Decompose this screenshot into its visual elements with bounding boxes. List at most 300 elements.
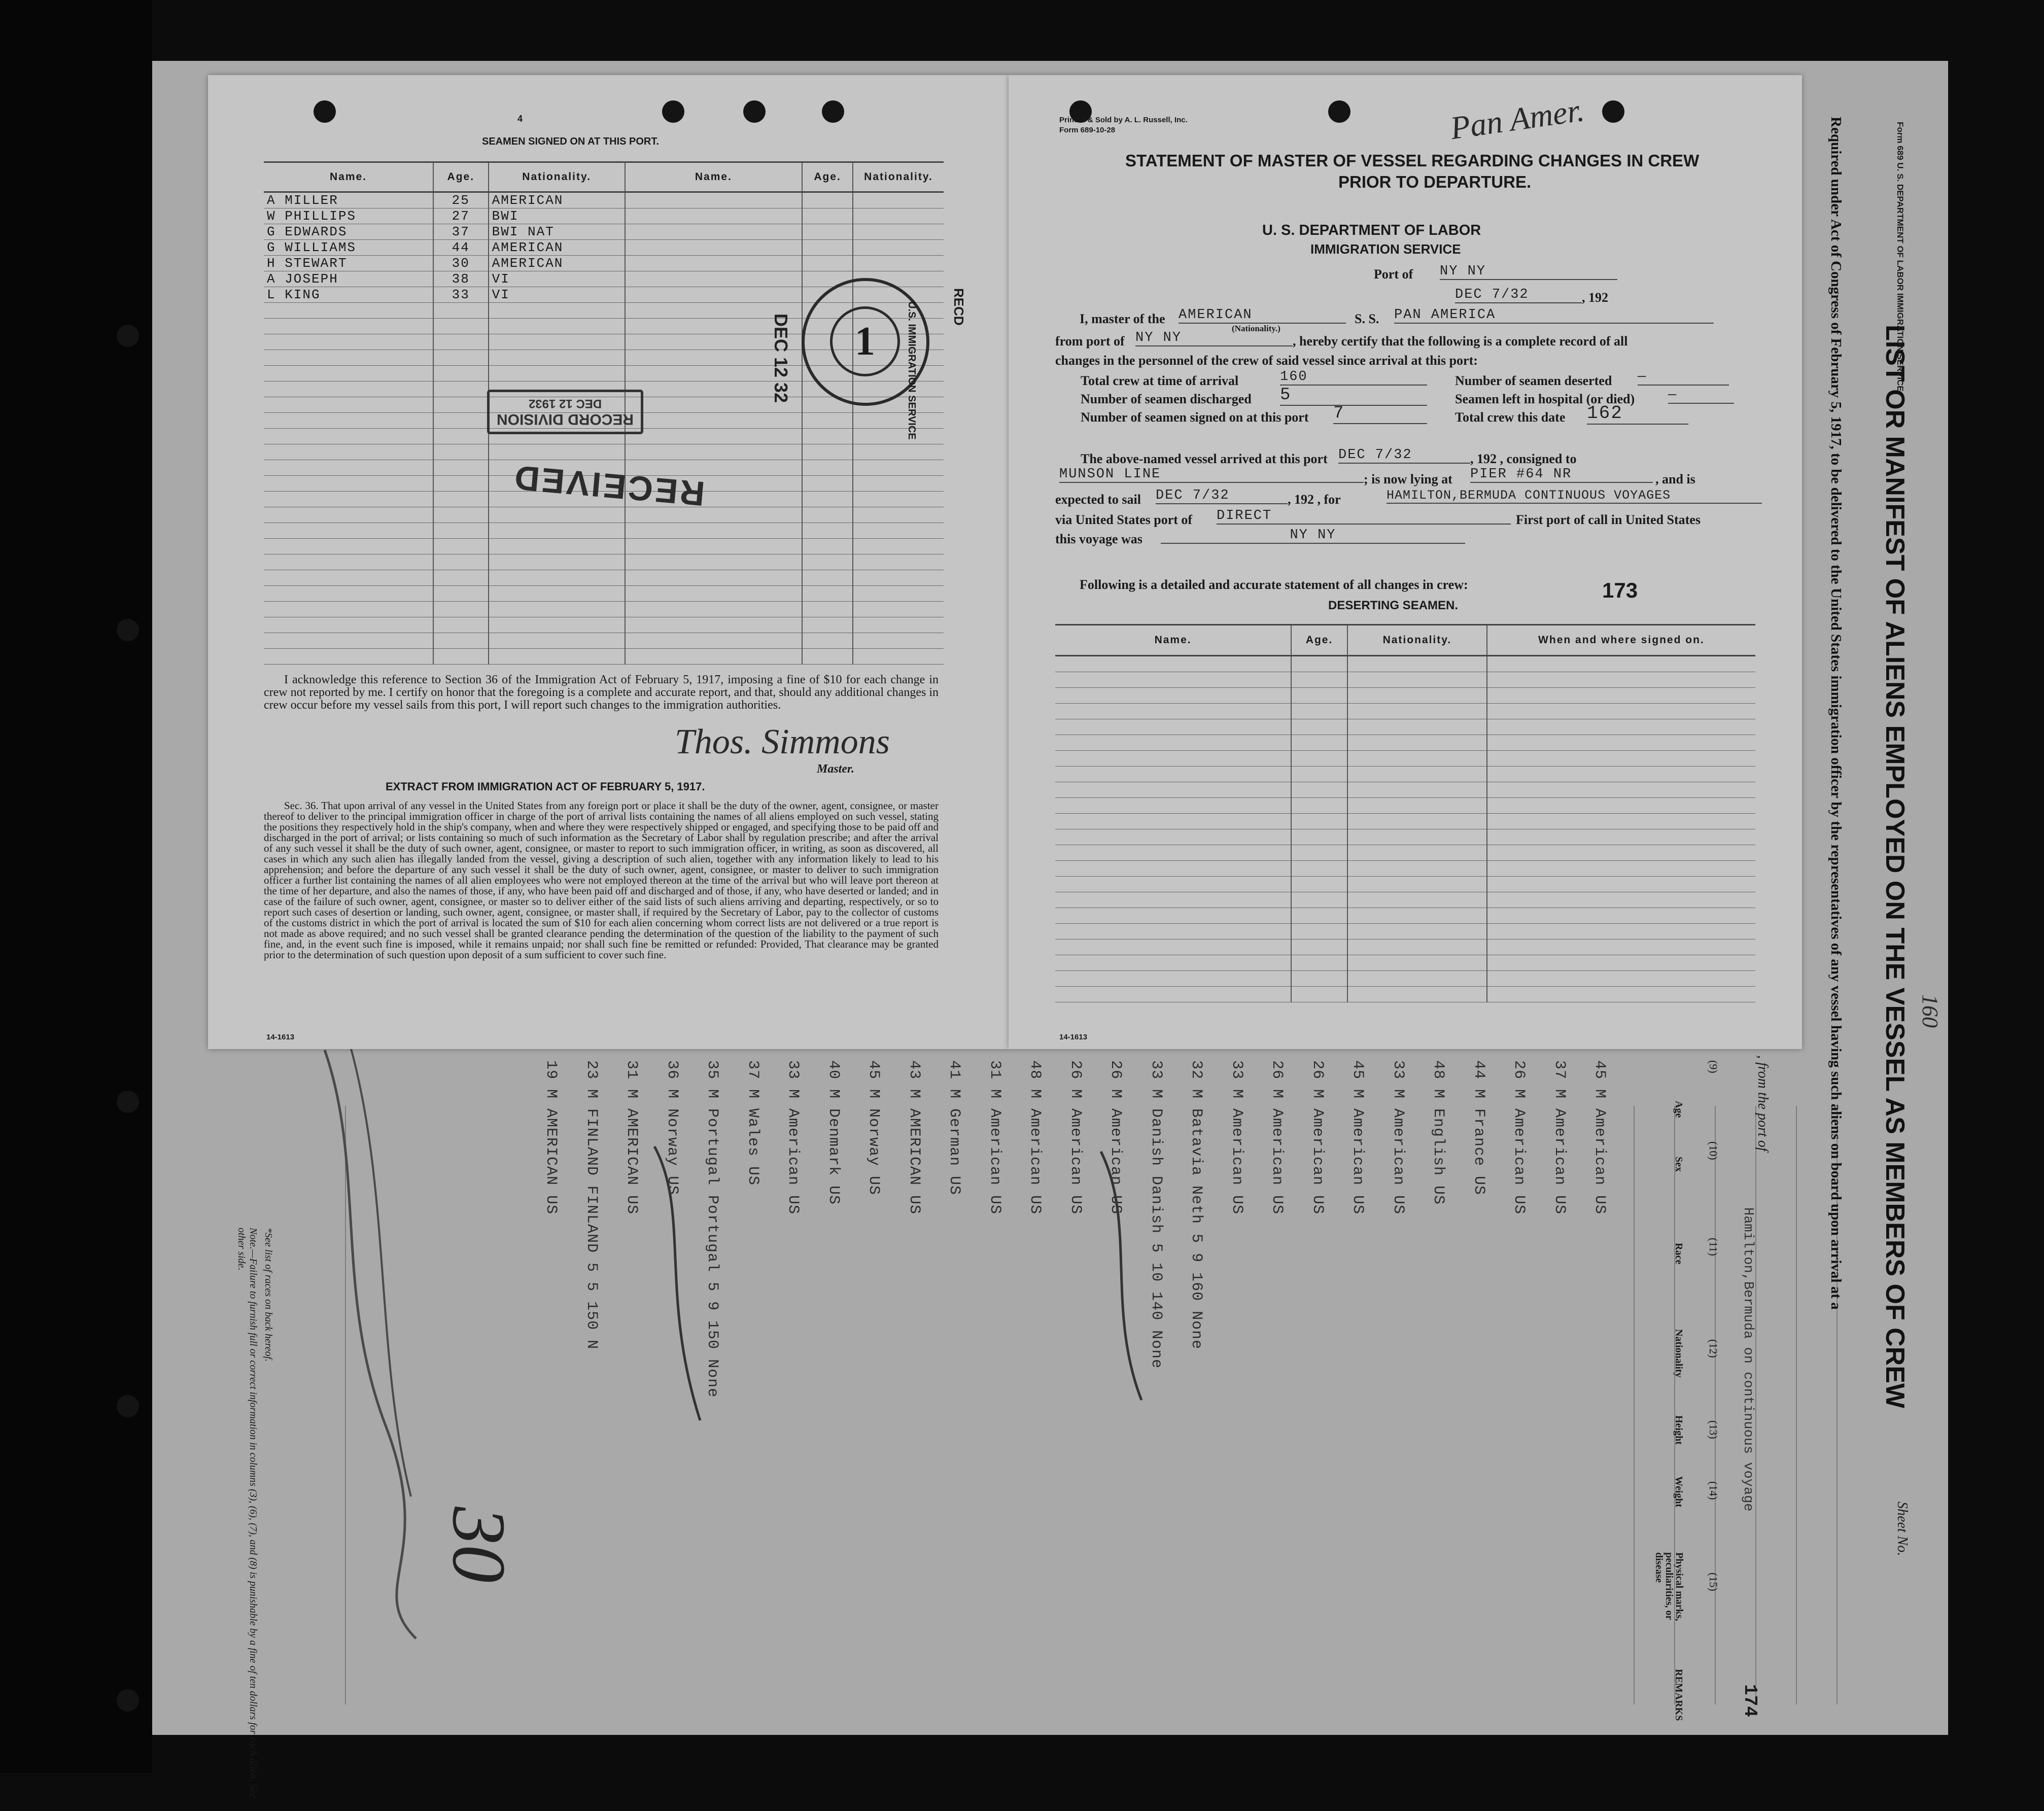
acknowledgement-text: I acknowledge this reference to Section 36 of the Immigration Act of February 5, 1917, imposing a fine of $10 for each change in crew not reported by me. I certify on honor that the foregoing is a complete and accurate report, and that, should any additional changes in crew occur before my vessel sails from this port, I will report such changes to the immigration authorities. <box>264 673 939 712</box>
first-port-label: First port of call in United States <box>1516 512 1701 527</box>
deserted-label: Number of seamen deserted <box>1455 373 1612 388</box>
signed-on-age: 25 <box>433 192 489 208</box>
column-header: Age. <box>1291 625 1347 656</box>
manifest-entry: 45 M Norway US <box>865 1060 882 1196</box>
certify-text: , hereby certify that the following is a complete record of all <box>1293 334 1628 349</box>
empty-cell <box>802 224 853 240</box>
binding-hole <box>117 1395 139 1417</box>
empty-cell <box>1347 987 1487 1002</box>
empty-cell <box>264 397 433 413</box>
empty-cell <box>1487 924 1755 939</box>
signed-on-age: 27 <box>433 208 489 224</box>
signed-on-age: 37 <box>433 224 489 240</box>
manifest-entry: 40 M Denmark US <box>824 1060 842 1205</box>
empty-cell <box>853 554 944 570</box>
table-row <box>1055 892 1755 908</box>
empty-cell <box>433 554 489 570</box>
empty-cell <box>1291 955 1347 971</box>
right-form-number: 14-1613 <box>1059 1033 1088 1041</box>
empty-cell <box>433 460 489 476</box>
empty-cell <box>802 413 853 429</box>
nationality-value: AMERICAN <box>1179 307 1346 324</box>
total-arrival-label: Total crew at time of arrival <box>1081 373 1239 388</box>
and-is-label: , and is <box>1655 472 1695 486</box>
signed-on-nationality: VI <box>489 271 625 287</box>
extract-text: Sec. 36. That upon arrival of any vessel in the United States from any foreign port or place it shall be the duty of the owner, agent, consignee, or master thereof to deliver to the principal immigration officer in charge of the port of arrival lists containing the names of all aliens employed on such vessel, stating the positions they respectively hold in the ship's company, when and where they were respectively shipped or engaged, and specifying those to be paid off and discharged in the port of arrival; or lists containing so much of such information as the Secretary of Labor shall by regulation prescribe; and after the arrival of any such vessel it shall be the duty of such owner, agent, consignee, or master to report to such immigration officer, in writing, as soon as discovered, all cases in which any such alien has illegally landed from the vessel, giving a description of such alien, together with any information likely to lead to his apprehension; and before the departure of any such vessel it shall be the duty of such owner, agent, consignee, or master to deliver to such immigration officer a further list containing the names of all alien employees who were not employed thereon at the time of the arrival but who will leave port thereon at the time of her departure, and also the names of those, if any, who have been paid off and discharged and of those, if any, who have deserted or landed; and in case of the failure of such owner, agent, consignee, or master so to deliver either of the said lists of such aliens arriving and departing, respectively, or so to report such cases of desertion or landing, such owner, agent, consignee, or master shall, if required by the Secretary of Labor, pay to the collector of customs of the customs district in which the port of arrival is located the sum of $10 for each alien concerning whom correct lists are not delivered or a true report is not made as above required; and no such vessel shall be granted clearance pending the determination of the question of the liability to the payment of such fine, and, in the event such fine is imposed, while it remains unpaid; nor shall such fine be remitted or refunded: Provided, That clearance may be granted prior to the determination of such question upon deposit of a sum sufficient to cover such fine. <box>264 799 939 961</box>
handwritten-30: 30 <box>437 1507 521 1583</box>
empty-cell <box>1291 782 1347 798</box>
empty-cell <box>625 224 803 240</box>
empty-cell <box>433 570 489 586</box>
empty-cell <box>1055 987 1291 1002</box>
table-row <box>264 617 944 633</box>
empty-cell <box>264 507 433 523</box>
empty-cell <box>1055 845 1291 861</box>
signed-on-name: W PHILLIPS <box>264 208 433 224</box>
statement-sheet <box>1009 75 1802 1049</box>
empty-cell <box>625 523 803 539</box>
empty-cell <box>625 539 803 554</box>
empty-cell <box>264 492 433 507</box>
changes-text: changes in the personnel of the crew of said vessel since arrival at this port: <box>1055 353 1478 368</box>
discharged-value: 5 <box>1280 386 1427 406</box>
table-row <box>1055 798 1755 814</box>
empty-cell <box>1055 782 1291 798</box>
manifest-entry: 36 M Norway US <box>663 1060 681 1196</box>
punch-hole <box>314 100 336 123</box>
hospital-label: Seamen left in hospital (or died) <box>1455 392 1635 406</box>
ss-label: S. S. <box>1355 311 1379 326</box>
table-row <box>1055 861 1755 877</box>
total-date-value: 162 <box>1587 403 1688 425</box>
empty-cell <box>1347 955 1487 971</box>
manifest-entry: 26 M American US <box>1107 1060 1124 1215</box>
empty-cell <box>1487 656 1755 672</box>
empty-cell <box>433 319 489 334</box>
column-number: (9) <box>1707 1060 1720 1073</box>
empty-cell <box>802 429 853 444</box>
empty-cell <box>489 539 625 554</box>
statement-title-1: STATEMENT OF MASTER OF VESSEL REGARDING CHANGES IN CREW <box>1125 151 1700 170</box>
table-row <box>1055 672 1755 688</box>
empty-cell <box>433 366 489 381</box>
column-header: Name. <box>1055 625 1291 656</box>
empty-cell <box>802 523 853 539</box>
table-row <box>264 539 944 554</box>
empty-cell <box>1055 892 1291 908</box>
manifest-entry: 32 M Batavia Neth 5 9 160 None <box>1188 1060 1205 1350</box>
manifest-entry: 48 M English US <box>1430 1060 1447 1205</box>
empty-cell <box>1347 829 1487 845</box>
empty-cell <box>433 633 489 649</box>
empty-cell <box>264 633 433 649</box>
empty-cell <box>1487 892 1755 908</box>
empty-cell <box>802 586 853 602</box>
empty-cell <box>802 256 853 271</box>
empty-cell <box>1291 719 1347 735</box>
statement-title-2: PRIOR TO DEPARTURE. <box>1338 172 1532 191</box>
empty-cell <box>1487 672 1755 688</box>
empty-cell <box>802 476 853 492</box>
consigned-label: , 192 , consigned to <box>1470 451 1577 466</box>
ship-value: PAN AMERICA <box>1394 307 1714 324</box>
column-header: Nationality. <box>853 162 944 192</box>
empty-cell <box>1055 735 1291 751</box>
manifest-form-header <box>1895 122 1905 223</box>
manifest-entry: 26 M American US <box>1066 1060 1084 1215</box>
empty-cell <box>1487 704 1755 719</box>
empty-cell <box>433 586 489 602</box>
empty-cell <box>433 381 489 397</box>
empty-cell <box>264 602 433 617</box>
manifest-sheet-number: 174 <box>1740 1684 1760 1717</box>
empty-cell <box>1291 829 1347 845</box>
empty-cell <box>264 586 433 602</box>
empty-cell <box>1487 814 1755 829</box>
empty-cell <box>1055 751 1291 767</box>
table-row <box>1055 987 1755 1002</box>
empty-cell <box>1055 704 1291 719</box>
empty-cell <box>433 350 489 366</box>
empty-cell <box>489 523 625 539</box>
empty-cell <box>625 649 803 665</box>
empty-cell <box>489 586 625 602</box>
table-row <box>1055 704 1755 719</box>
consignee-value: MUNSON LINE <box>1059 467 1364 483</box>
empty-cell <box>1347 688 1487 704</box>
empty-cell <box>1487 829 1755 845</box>
table-row <box>1055 688 1755 704</box>
empty-cell <box>1347 845 1487 861</box>
empty-cell <box>1347 798 1487 814</box>
column-header: Age. <box>433 162 489 192</box>
empty-cell <box>802 602 853 617</box>
empty-cell <box>1347 672 1487 688</box>
empty-cell <box>625 240 803 256</box>
empty-cell <box>1347 971 1487 987</box>
table-row <box>264 570 944 586</box>
extract-title: EXTRACT FROM IMMIGRATION ACT OF FEBRUARY 5, 1917. <box>386 780 705 793</box>
punch-hole <box>662 100 684 123</box>
signed-on-name: A MILLER <box>264 192 433 208</box>
lying-label: ; is now lying at <box>1364 472 1452 486</box>
empty-cell <box>1487 908 1755 924</box>
column-header: When and where signed on. <box>1487 625 1755 656</box>
empty-cell <box>264 460 433 476</box>
column-number: (12) <box>1707 1339 1720 1358</box>
manifest-required-text: Required under Act of Congress of February 5, 1917, to be delivered to the United States immigration officer by the representatives of any vessel having such aliens on board upon arrival at a <box>1828 117 1844 1310</box>
empty-cell <box>1055 798 1291 814</box>
immigration-round-stamp: 1 U.S. IMMIGRATION SERVICE <box>802 278 929 406</box>
empty-cell <box>802 554 853 570</box>
empty-cell <box>433 617 489 633</box>
binding-hole <box>117 1689 139 1712</box>
empty-cell <box>625 429 803 444</box>
table-row <box>1055 814 1755 829</box>
column-header: Name. <box>264 162 433 192</box>
table-row <box>264 507 944 523</box>
manifest-entry: 41 M German US <box>946 1060 963 1196</box>
empty-cell <box>853 492 944 507</box>
empty-cell <box>264 429 433 444</box>
empty-cell <box>802 570 853 586</box>
signed-on-nationality: AMERICAN <box>489 256 625 271</box>
nationality-caption: (Nationality.) <box>1232 324 1280 333</box>
pencil-scribble-portugal <box>644 1141 710 1425</box>
manifest-footnote-2: Note.—Failure to furnish full or correct information in columns (3), (6), (7), and (8) is punishable by a fine of ten dollars for each alien. See other side. <box>236 1228 259 1798</box>
pencil-scribble-danish <box>1086 1146 1152 1410</box>
empty-cell <box>1291 987 1347 1002</box>
empty-cell <box>1347 767 1487 782</box>
empty-cell <box>802 617 853 633</box>
printer-line-1: Printed & Sold by A. L. Russell, Inc. <box>1059 116 1188 124</box>
from-port-value: NY NY <box>1135 330 1293 346</box>
manifest-entry: 31 M American US <box>986 1060 1003 1215</box>
hospital-value: — <box>1668 388 1734 404</box>
empty-cell <box>853 240 944 256</box>
manifest-entry: 23 M FINLAND FINLAND 5 5 150 N <box>582 1060 600 1350</box>
empty-cell <box>1055 829 1291 845</box>
deserted-value: — <box>1638 369 1729 386</box>
left-form-number: 14-1613 <box>266 1033 295 1041</box>
empty-cell <box>264 381 433 397</box>
empty-cell <box>853 586 944 602</box>
punch-hole <box>743 100 766 123</box>
column-header: Age. <box>802 162 853 192</box>
empty-cell <box>625 287 803 303</box>
empty-cell <box>1347 877 1487 892</box>
signed-on-name: G WILLIAMS <box>264 240 433 256</box>
empty-cell <box>264 617 433 633</box>
empty-cell <box>264 334 433 350</box>
empty-cell <box>802 633 853 649</box>
received-stamp: RECEIVED <box>511 458 707 513</box>
column-label: Age <box>1673 1101 1684 1118</box>
table-row <box>1055 751 1755 767</box>
manifest-entry: 43 M AMERICAN US <box>905 1060 923 1215</box>
empty-cell <box>1347 656 1487 672</box>
empty-cell <box>489 319 625 334</box>
empty-cell <box>853 224 944 240</box>
signed-on-age: 30 <box>433 256 489 271</box>
table-row <box>264 649 944 665</box>
empty-cell <box>489 507 625 523</box>
empty-cell <box>853 460 944 476</box>
manifest-sheet-label: Sheet No. <box>1894 1502 1910 1556</box>
column-number: (13) <box>1707 1420 1720 1439</box>
signed-on-nationality: BWI <box>489 208 625 224</box>
empty-cell <box>433 397 489 413</box>
column-label: Weight <box>1673 1476 1684 1508</box>
signed-on-name: H STEWART <box>264 256 433 271</box>
dec-date-stamp: DEC 12 32 <box>771 314 791 403</box>
column-label: Race <box>1673 1243 1684 1265</box>
empty-cell <box>853 208 944 224</box>
empty-cell <box>264 554 433 570</box>
manifest-entry: 33 M American US <box>1228 1060 1245 1215</box>
empty-cell <box>433 476 489 492</box>
empty-cell <box>625 554 803 570</box>
empty-cell <box>802 649 853 665</box>
empty-cell <box>853 444 944 460</box>
column-number: (11) <box>1707 1238 1720 1256</box>
empty-cell <box>1347 939 1487 955</box>
empty-cell <box>1487 877 1755 892</box>
empty-cell <box>625 507 803 523</box>
empty-cell <box>489 570 625 586</box>
signed-on-header-row <box>264 162 944 192</box>
empty-cell <box>1055 656 1291 672</box>
empty-cell <box>433 649 489 665</box>
arrived-label: The above-named vessel arrived at this port <box>1081 451 1328 466</box>
empty-cell <box>433 334 489 350</box>
empty-cell <box>802 507 853 523</box>
lying-value: PIER #64 NR <box>1470 467 1653 483</box>
empty-cell <box>264 319 433 334</box>
table-row <box>264 192 944 208</box>
empty-cell <box>489 366 625 381</box>
master-signature: Thos. Simmons <box>675 722 890 761</box>
signed-on-age: 33 <box>433 287 489 303</box>
empty-cell <box>489 334 625 350</box>
empty-cell <box>1487 861 1755 877</box>
recd-mark: RECD <box>951 288 966 326</box>
empty-cell <box>1291 892 1347 908</box>
manifest-entry: 35 M Portugal Portugal 5 9 150 None <box>704 1060 721 1398</box>
empty-cell <box>802 460 853 476</box>
empty-cell <box>1055 672 1291 688</box>
empty-cell <box>1487 955 1755 971</box>
table-row <box>1055 782 1755 798</box>
for-value: HAMILTON,BERMUDA CONTINUOUS VOYAGES <box>1387 488 1762 504</box>
empty-cell <box>264 303 433 319</box>
empty-cell <box>264 523 433 539</box>
table-row <box>264 224 944 240</box>
empty-cell <box>853 602 944 617</box>
empty-cell <box>1055 955 1291 971</box>
empty-cell <box>853 523 944 539</box>
table-row <box>264 586 944 602</box>
table-row <box>1055 939 1755 955</box>
empty-cell <box>1487 798 1755 814</box>
empty-cell <box>625 617 803 633</box>
table-row <box>1055 735 1755 751</box>
empty-cell <box>489 617 625 633</box>
empty-cell <box>1487 782 1755 798</box>
empty-cell <box>802 492 853 507</box>
empty-cell <box>1291 751 1347 767</box>
port-value: NY NY <box>1440 264 1617 280</box>
empty-cell <box>802 444 853 460</box>
empty-cell <box>1055 814 1291 829</box>
column-label: REMARKS <box>1673 1669 1684 1721</box>
empty-cell <box>802 208 853 224</box>
manifest-heading: LIST OR MANIFEST OF ALIENS EMPLOYED ON THE VESSEL AS MEMBERS OF CREW <box>1880 325 1910 1408</box>
deserting-table <box>1055 624 1755 1002</box>
signed-on-sheet <box>208 75 1009 1049</box>
manifest-entry: 48 M American US <box>1026 1060 1044 1215</box>
master-label: Master. <box>817 762 855 776</box>
manifest-entry: 45 M American US <box>1349 1060 1366 1215</box>
expected-value: DEC 7/32 <box>1156 488 1288 504</box>
table-row <box>264 602 944 617</box>
table-row <box>264 444 944 460</box>
empty-cell <box>625 208 803 224</box>
column-number: (14) <box>1707 1481 1720 1500</box>
empty-cell <box>433 492 489 507</box>
manifest-entry: 37 M American US <box>1550 1060 1568 1215</box>
table-row <box>264 554 944 570</box>
empty-cell <box>264 570 433 586</box>
column-label: Nationality <box>1673 1329 1684 1378</box>
column-header: Name. <box>625 162 803 192</box>
deserting-title: DESERTING SEAMEN. <box>1328 599 1459 612</box>
table-row <box>1055 955 1755 971</box>
empty-cell <box>1487 767 1755 782</box>
column-number: (10) <box>1707 1141 1720 1160</box>
empty-cell <box>1291 845 1347 861</box>
table-row <box>1055 845 1755 861</box>
empty-cell <box>489 649 625 665</box>
signed-on-age: 44 <box>433 240 489 256</box>
table-row <box>1055 908 1755 924</box>
empty-cell <box>1347 735 1487 751</box>
empty-cell <box>802 240 853 256</box>
empty-cell <box>1347 861 1487 877</box>
stamped-number-173: 173 <box>1602 578 1638 602</box>
empty-cell <box>625 602 803 617</box>
empty-cell <box>1291 814 1347 829</box>
empty-cell <box>1291 971 1347 987</box>
table-row <box>1055 767 1755 782</box>
manifest-entry: 33 M American US <box>784 1060 802 1215</box>
page-number: 4 <box>517 114 523 124</box>
empty-cell <box>489 554 625 570</box>
empty-cell <box>1487 845 1755 861</box>
empty-cell <box>1487 719 1755 735</box>
empty-cell <box>264 366 433 381</box>
empty-cell <box>1055 719 1291 735</box>
table-row <box>1055 719 1755 735</box>
empty-cell <box>1055 939 1291 955</box>
expected-label: expected to sail <box>1055 492 1141 507</box>
voyage-label: this voyage was <box>1055 532 1142 546</box>
manifest-entry: 37 M Wales US <box>744 1060 761 1186</box>
empty-cell <box>1055 924 1291 939</box>
manifest-from-port-value: Hamilton,Bermuda on continuous voyage <box>1740 1207 1755 1512</box>
empty-cell <box>489 602 625 617</box>
empty-cell <box>625 586 803 602</box>
empty-cell <box>433 429 489 444</box>
empty-cell <box>1487 987 1755 1002</box>
empty-cell <box>433 539 489 554</box>
manifest-entry: 45 M American US <box>1591 1060 1608 1215</box>
date-value: DEC 7/32 <box>1455 287 1582 303</box>
empty-cell <box>625 271 803 287</box>
empty-cell <box>1487 688 1755 704</box>
pencil-scribble-left <box>304 1040 436 1649</box>
empty-cell <box>853 256 944 271</box>
empty-cell <box>625 633 803 649</box>
table-row <box>264 208 944 224</box>
department-label: U. S. DEPARTMENT OF LABOR <box>1262 222 1481 238</box>
table-row <box>1055 829 1755 845</box>
manifest-entry: 26 M American US <box>1308 1060 1326 1215</box>
manifest-entry: 33 M American US <box>1389 1060 1407 1215</box>
empty-cell <box>433 523 489 539</box>
signed-on-nationality: AMERICAN <box>489 240 625 256</box>
manifest-entry: 44 M France US <box>1470 1060 1487 1196</box>
